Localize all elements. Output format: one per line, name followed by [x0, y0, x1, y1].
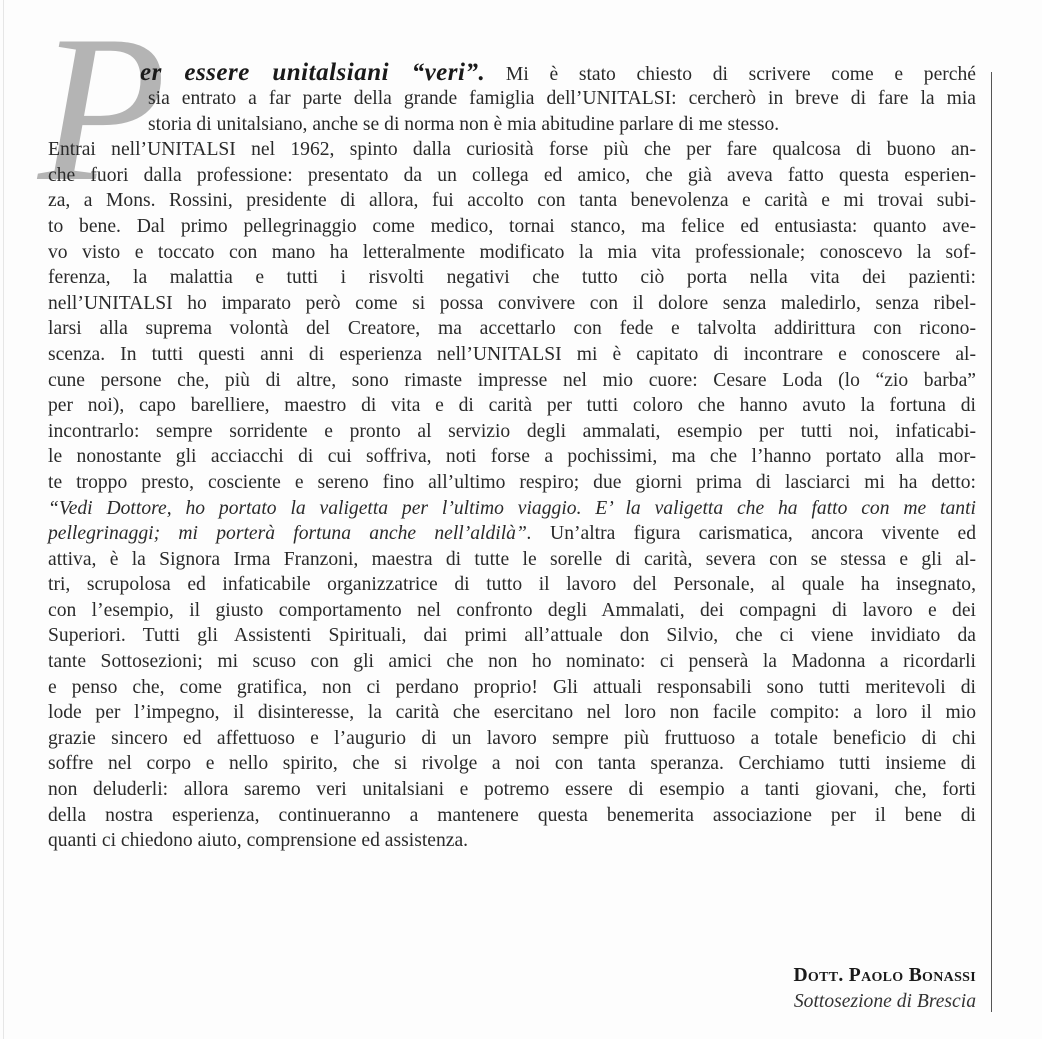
article-line: attiva, è la Signora Irma Franzoni, maestra di tutte le sorelle di carità, severa con se stessa e gli al- [48, 548, 976, 570]
article-line: le nonostante gli acciacchi di cui soffriva, noti forse a pochissimi, ma che l’hanno portato alla mor- [48, 446, 976, 468]
quote-line-end: pellegrinaggi; mi porterà fortuna anche nell’aldilà”. [48, 523, 532, 545]
article-last-line: quanti ci chiedono aiuto, comprensione ed assistenza. [48, 830, 469, 852]
article-line: tante Sottosezioni; mi scuso con gli amici che non ho nominato: ci penserà la Madonna a ricordarli [48, 651, 976, 673]
article-line: tri, scrupolosa ed infaticabile organizzatrice di tutto il lavoro del Personale, al quale ha insegnato, [48, 574, 976, 596]
article-line: za, a Mons. Rossini, presidente di allora, fui accolto con tanta benevolenza e carità e mi trovai subi- [48, 190, 976, 212]
article-line: della nostra esperienza, continueranno a mantenere questa benemerita associazione per il bene di [48, 804, 976, 826]
article-line: Entrai nell’UNITALSI nel 1962, spinto dalla curiosità forse più che per fare qualcosa di buono an- [48, 139, 976, 161]
article-line: che fuori dalla professione: presentato da un collega ed amico, che già aveva fatto questa esperien- [48, 164, 976, 186]
quote-line: “Vedi Dottore, ho portato la valigetta per l’ultimo viaggio. E’ la valigetta che ha fatto con me tanti [48, 497, 976, 519]
article-line: e penso che, come gratifica, non ci perdano proprio! Gli attuali responsabili sono tutti meritevoli di [48, 676, 976, 698]
article-line: incontrarlo: sempre sorridente e pronto al servizio degli ammalati, esempio per tutti noi, infaticabi- [48, 420, 976, 442]
article-line: con l’esempio, il giusto comportamento nel confronto degli Ammalati, dei compagni di lavoro e dei [48, 599, 976, 621]
article-line: to bene. Dal primo pellegrinaggio come medico, tornai stanco, ma felice ed entusiasta: quanto ave- [48, 215, 976, 237]
article-line: larsi alla suprema volontà del Creatore, ma accettarlo con fede e talvolta addirittura con ricono- [48, 318, 976, 340]
article-line [48, 521, 976, 547]
article-first-line [48, 60, 976, 86]
article-line: non deluderli: allora saremo veri unitalsiani e potremo essere di esempio a tanti giovani, che, forti [48, 779, 976, 801]
right-column-rule [991, 72, 992, 1012]
article-line: ferenza, la malattia e tutti i risvolti negativi che tutto ciò porta nella vita dei pazienti: [48, 267, 976, 289]
drop-cap: P [38, 0, 163, 225]
article-line: grazie sincero ed affettuoso e l’augurio di un lavoro sempre più fruttuoso a totale beneficio di chi [48, 727, 976, 749]
article-line: per noi), capo barelliere, maestro di vita e di carità per tutti coloro che hanno avuto la fortuna di [48, 395, 976, 417]
article-line: soffre nel corpo e nello spirito, che si rivolge a noi con tanta speranza. Cerchiamo tutti insieme di [48, 753, 976, 775]
article-line: storia di unitalsiano, anche se di norma non è mia abitudine parlare di me stesso. [148, 113, 780, 135]
article-body [48, 60, 976, 854]
article-line: sia entrato a far parte della grande famiglia dell’UNITALSI: cercherò in breve di fare la mia [148, 88, 976, 109]
left-border [3, 0, 4, 1039]
article-lead: er essere unitalsiani “veri”. [140, 59, 486, 86]
article-line: scenza. In tutti questi anni di esperienza nell’UNITALSI mi è capitato di incontrare e conoscere al- [48, 343, 976, 365]
article-line-rest: Un’altra figura carismatica, ancora vivente ed [531, 523, 976, 545]
author-affiliation: Sottosezione di Brescia [793, 991, 976, 1012]
author-name: Dott. Paolo Bonassi [793, 965, 976, 986]
article-line: cune persone che, più di altre, sono rimaste impresse nel mio cuore: Cesare Loda (lo “zio barba” [48, 369, 976, 391]
article-line: lode per l’impegno, il disinteresse, la carità che esercitano nel loro non facile compito: a loro il mio [48, 702, 976, 724]
article-line: vo visto e toccato con mano ha letteralmente modificato la mia vita professionale; conoscevo la sof- [48, 241, 976, 263]
article-line: te troppo presto, cosciente e sereno fino all’ultimo respiro; due giorni prima di lasciarci mi ha detto: [48, 471, 976, 493]
article-line: Mi è stato chiesto di scrivere come e perché [505, 64, 976, 85]
article-line: nell’UNITALSI ho imparato però come si possa convivere con il dolore senza maledirlo, senza ribel- [48, 292, 976, 314]
article-line: Superiori. Tutti gli Assistenti Spirituali, dai primi all’attuale don Silvio, che ci viene invidiato da [48, 625, 976, 647]
signature-block [793, 963, 976, 1015]
